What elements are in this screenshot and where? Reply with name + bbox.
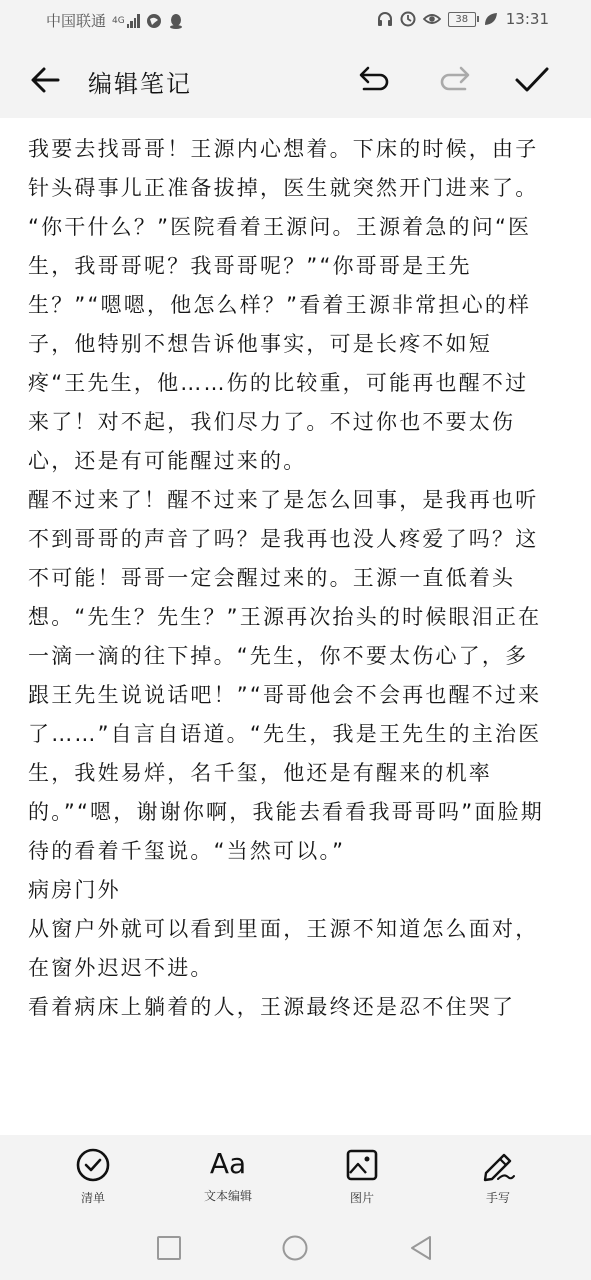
note-paragraph: “你干什么？”医院看着王源问。王源着急的问“医生，我哥哥呢？我哥哥呢？”“你哥哥是王先生？”“嗯嗯，他怎么样？”看着王源非常担心的样子，他特别不想告诉他事实，可是长疼不如短疼“王先生，他……伤的比较重，可能再也醒不过来了！对不起，我们尽力了。不过你也不要太伤心，还是有可能醒过来的。 (28, 215, 532, 473)
handwrite-button[interactable] (443, 1147, 553, 1206)
back-triangle-icon[interactable] (408, 1235, 434, 1261)
note-paragraph: 醒不过来了！醒不过来了是怎么回事，是我再也听不到哥哥的声音了吗？是我再也没人疼爱了吗？这不可能！哥哥一定会醒过来的。王源一直低着头想。“先生？先生？”王源再次抬头的时候眼泪正在一滴一滴的往下掉。“先生，你不要太伤心了，多跟王先生说说话吧！”“哥哥他会不会再也醒不过来了……”自言自语道。“先生，我是王先生的主治医生，我姓易烊，名千玺，他还是有醒来的机率的。”“嗯，谢谢你啊，我能去看看我哥哥吗”面脸期待的看着千玺说。“当然可以。” (28, 488, 544, 863)
clock: 13:31 (505, 10, 549, 28)
home-circle-icon[interactable] (282, 1235, 308, 1261)
checklist-label: 清单 (80, 1191, 105, 1205)
note-body[interactable] (28, 130, 548, 1135)
note-paragraph: 我要去找哥哥！王源内心想着。下床的时候，由子针头碍事儿正准备拔掉，医生就突然开门进来了。 (28, 137, 539, 200)
leaf-icon (483, 11, 499, 27)
text-edit-button[interactable] (173, 1147, 283, 1204)
recents-square-icon[interactable] (156, 1235, 182, 1261)
browser-icon (146, 13, 162, 29)
checklist-button[interactable] (38, 1147, 148, 1206)
back-arrow-icon[interactable] (28, 62, 64, 98)
checklist-icon (75, 1147, 111, 1183)
battery-indicator: 38 (448, 12, 476, 27)
check-icon[interactable] (514, 62, 550, 98)
network-type: 4G (112, 15, 125, 26)
alarm-icon (400, 11, 416, 27)
eye-comfort-icon (423, 11, 441, 27)
note-paragraph: 病房门外 (28, 878, 121, 902)
image-button[interactable] (307, 1147, 417, 1206)
note-paragraph: 从窗户外就可以看到里面，王源不知道怎么面对，在窗外迟迟不进。 (28, 917, 539, 980)
system-nav-bar (0, 1215, 591, 1280)
redo-icon (437, 64, 473, 96)
pen-icon (480, 1147, 516, 1183)
text-format-icon: Aa (209, 1147, 247, 1180)
signal-icon (127, 14, 140, 28)
carrier-name: 中国联通 (46, 12, 107, 30)
status-bar (0, 0, 591, 40)
image-icon (344, 1147, 380, 1183)
note-header (0, 40, 591, 118)
status-right (377, 10, 549, 28)
text-edit-label: 文本编辑 (203, 1189, 252, 1203)
undo-icon[interactable] (356, 64, 392, 96)
page-title: 编辑笔记 (88, 70, 192, 98)
status-left (46, 10, 184, 31)
handwrite-label: 手写 (485, 1191, 510, 1205)
image-label: 图片 (349, 1191, 374, 1205)
headphone-icon (377, 11, 393, 27)
note-paragraph: 看着病床上躺着的人，王源最终还是忍不住哭了 (28, 995, 516, 1019)
bottom-toolbar (0, 1135, 591, 1215)
qq-icon (168, 13, 184, 29)
